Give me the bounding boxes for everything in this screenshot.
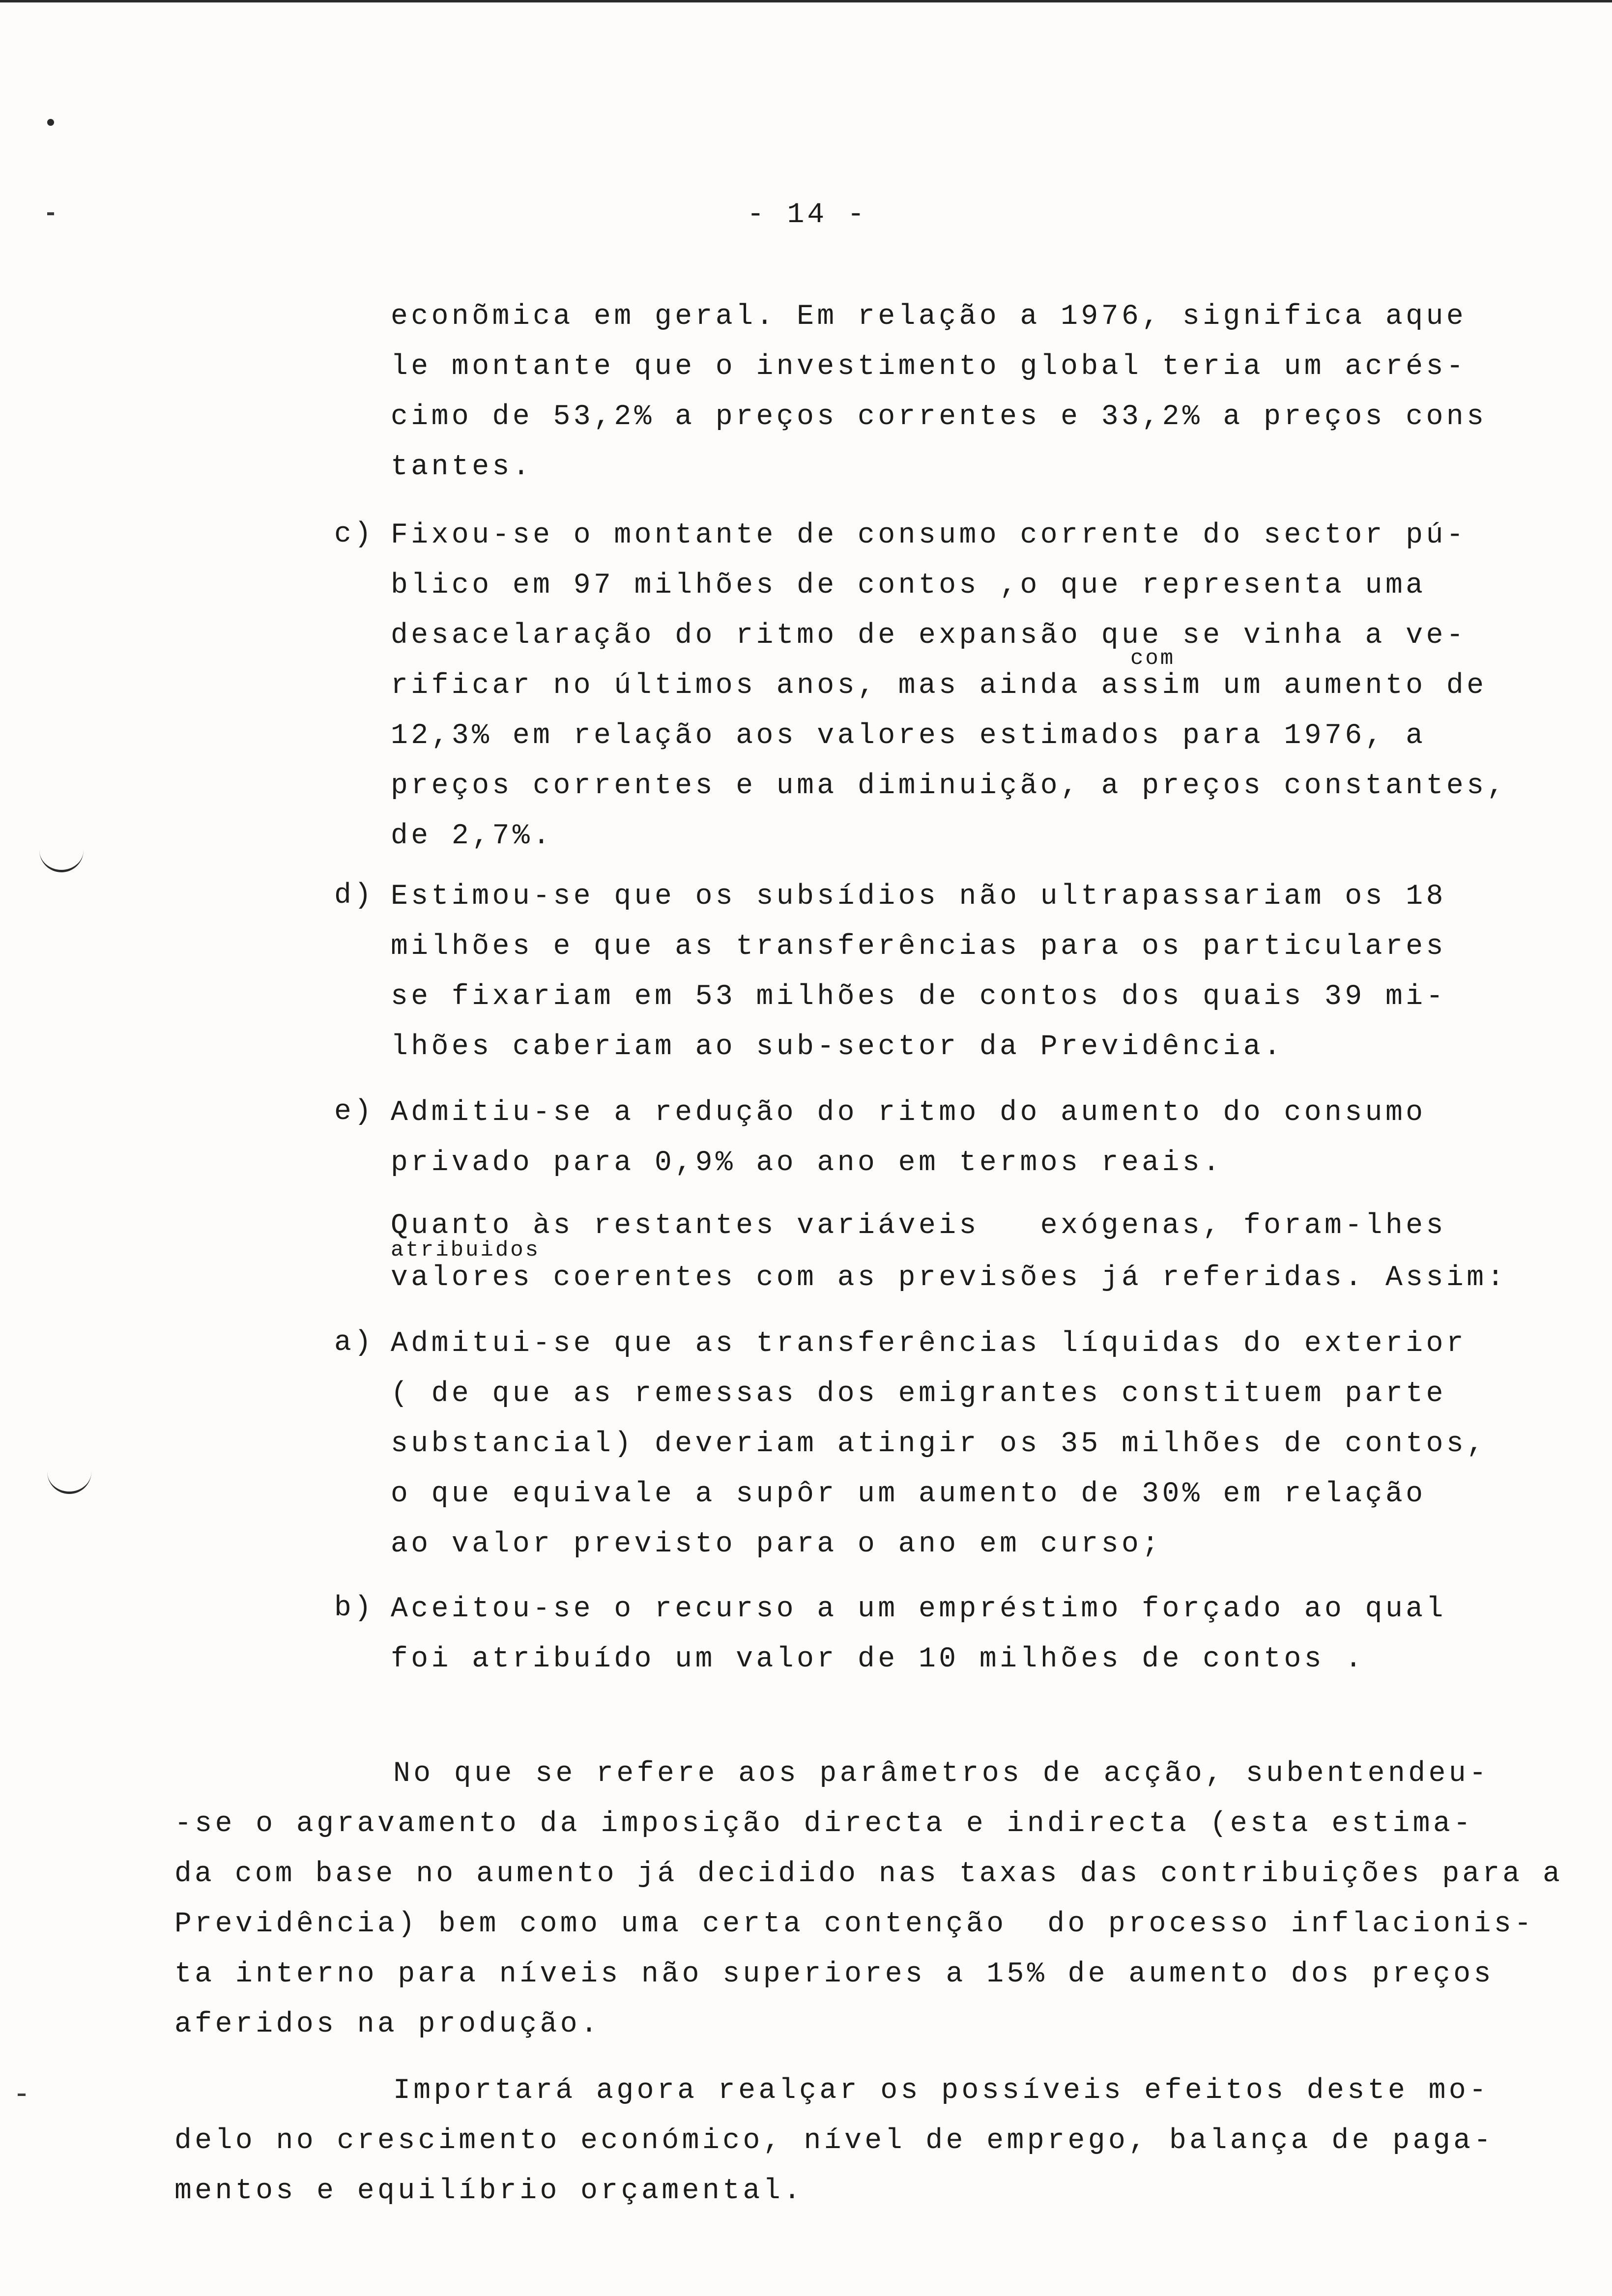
hole-punch-curve [47, 1457, 91, 1494]
paragraph-effects-line: Importará agora realçar os possíveis efeitos deste mo- [393, 2075, 1490, 2107]
item-b-line: foi atribuído um valor de 10 milhões de contos . [391, 1643, 1365, 1675]
item-d-line: se fixariam em 53 milhões de contos dos quais 39 mi- [391, 981, 1446, 1013]
paragraph-action-line: -se o agravamento da imposição directa e indirecta (esta estima- [174, 1808, 1474, 1840]
scan-dash-mark [18, 2094, 26, 2096]
paragraph-action-line: No que se refere aos parâmetros de acção, subentendeu- [393, 1758, 1490, 1790]
item-d-line: milhões e que as transferências para os particulares [391, 931, 1446, 963]
paragraph-action-line: da com base no aumento já decidido nas taxas das contribuições para a [174, 1858, 1563, 1890]
item-marker-e: e) [334, 1096, 374, 1128]
page-number: - 14 - [747, 199, 867, 231]
item-d-line: lhões caberiam ao sub-sector da Previdência. [391, 1031, 1284, 1063]
intro-line: econõmica em geral. Em relação a 1976, significa aque [391, 301, 1467, 333]
item-e-line: Admitiu-se a redução do ritmo do aumento do consumo [391, 1097, 1426, 1129]
item-a-line: ( de que as remessas dos emigrantes constituem parte [391, 1378, 1446, 1410]
item-a-line: o que equivale a supôr um aumento de 30% em relação [391, 1478, 1426, 1510]
item-e-line: privado para 0,9% ao ano em termos reais. [391, 1147, 1223, 1179]
item-c-line: Fixou-se o montante de consumo corrente do sector pú- [391, 519, 1467, 551]
top-border-rule [0, 0, 1612, 2]
intro-line: le montante que o investimento global teria um acrés- [391, 351, 1467, 383]
paragraph-effects-line: mentos e equilíbrio orçamental. [174, 2175, 804, 2207]
transition-line: Quanto às restantes variáveis exógenas, foram-lhes [391, 1210, 1446, 1242]
intro-line: tantes. [391, 451, 533, 483]
item-a-line: ao valor previsto para o ano em curso; [391, 1528, 1162, 1560]
scan-dot-mark [47, 119, 54, 126]
item-marker-d: d) [334, 880, 374, 912]
handwritten-insertion-atribuidos: atribuidos [391, 1238, 541, 1263]
item-c-line: 12,3% em relação aos valores estimados para 1976, a [391, 720, 1426, 752]
item-d-line: Estimou-se que os subsídios não ultrapassariam os 18 [391, 881, 1446, 913]
item-b-line: Aceitou-se o recurso a um empréstimo forçado ao qual [391, 1593, 1446, 1625]
paragraph-action-line: aferidos na produção. [174, 2009, 601, 2040]
item-marker-c: c) [334, 518, 374, 550]
transition-line: valores coerentes com as previsões já referidas. Assim: [391, 1262, 1507, 1294]
scan-dash-mark [47, 212, 54, 215]
intro-line: cimo de 53,2% a preços correntes e 33,2% a preços cons [391, 401, 1487, 433]
item-a-line: Admitui-se que as transferências líquidas do exterior [391, 1328, 1467, 1360]
hole-punch-curve [39, 835, 84, 872]
handwritten-insertion-com: com [1130, 646, 1176, 671]
item-c-line: desacelaração do ritmo de expansão que se vinha a ve- [391, 620, 1467, 652]
paragraph-effects-line: delo no crescimento económico, nível de emprego, balança de paga- [174, 2125, 1494, 2157]
item-marker-a: a) [334, 1327, 374, 1359]
item-marker-b: b) [334, 1592, 374, 1624]
item-c-line: rificar no últimos anos, mas ainda assim um aumento de [391, 670, 1487, 702]
paragraph-action-line: Previdência) bem como uma certa contenção do processo inflacionis- [174, 1908, 1535, 1940]
item-c-line: preços correntes e uma diminuição, a preços constantes, [391, 770, 1507, 802]
paragraph-action-line: ta interno para níveis não superiores a 15% de aumento dos preços [174, 1958, 1494, 1990]
item-a-line: substancial) deveriam atingir os 35 milhões de contos, [391, 1428, 1487, 1460]
item-c-line: de 2,7%. [391, 820, 553, 852]
item-c-line: blico em 97 milhões de contos ,o que representa uma [391, 570, 1426, 602]
